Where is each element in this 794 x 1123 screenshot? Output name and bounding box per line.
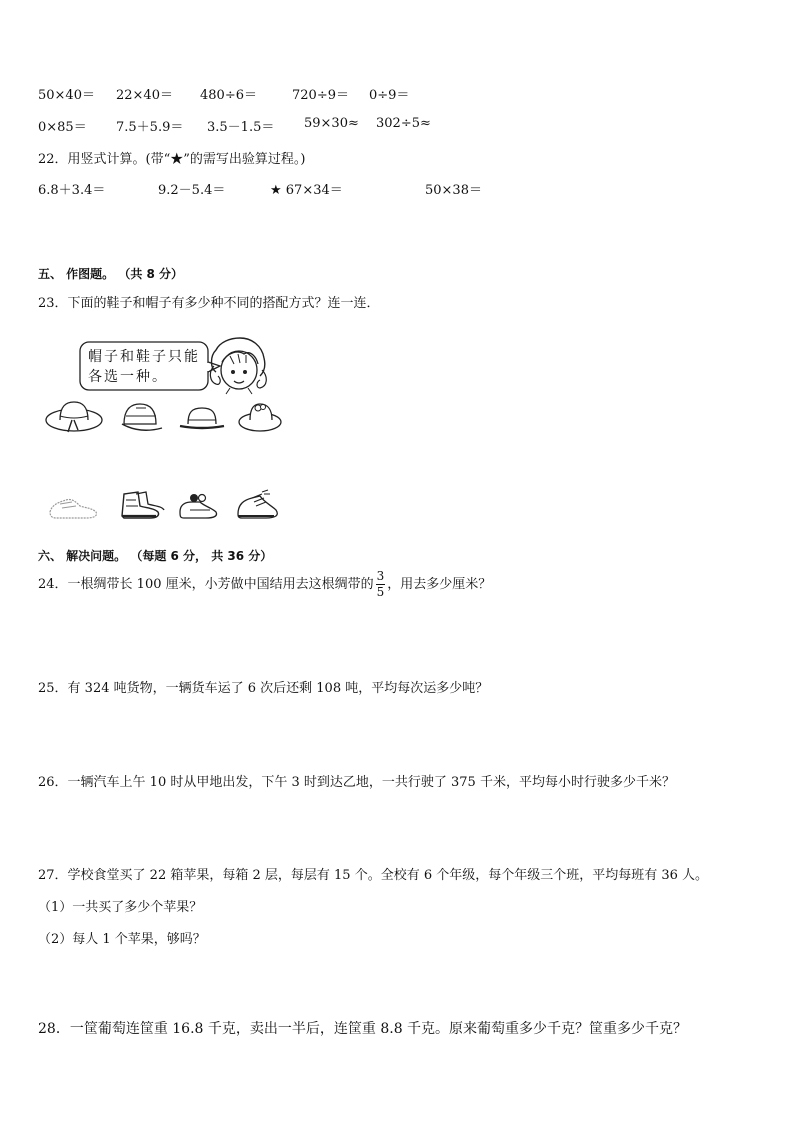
sneakers-icon: [46, 490, 104, 520]
q27-sub-2: （2）每人 1 个苹果，够吗？: [38, 932, 206, 947]
wide-brim-hat-icon: [44, 398, 106, 438]
q23-prompt: 23．下面的鞋子和帽子有多少种不同的搭配方式？连一连．: [38, 296, 380, 311]
fedora-hat-icon: [176, 402, 228, 434]
q26-prompt: 26．一辆汽车上午 10 时从甲地出发，下午 3 时到达乙地，一共行驶了 375 千米，平均每小时行驶多少千米？: [38, 775, 675, 790]
oral-calc-item: 480÷6＝: [200, 88, 257, 103]
boots-icon: [116, 486, 168, 522]
oral-calc-item: 59×30≈: [304, 116, 359, 131]
oral-calc-item: 3.5－1.5＝: [207, 120, 275, 135]
cap-icon: [116, 400, 166, 436]
section-6-title: 六、 解决问题。 （每题 6 分， 共 36 分）: [38, 549, 273, 563]
q22-prompt: 22．用竖式计算。(带“★”的需写出验算过程。): [38, 152, 306, 167]
oral-calc-item: 0×85＝: [38, 120, 87, 135]
q25-prompt: 25．有 324 吨货物，一辆货车运了 6 次后还剩 108 吨，平均每次运多少吨？: [38, 681, 489, 696]
oral-calc-item: 720÷9＝: [292, 88, 349, 103]
q24-prompt: [38, 567, 491, 603]
section-5-title: 五、 作图题。 （共 8 分）: [38, 267, 184, 281]
girl-icon: [208, 336, 270, 396]
bow-hat-icon: [236, 398, 286, 436]
oral-calc-item: 7.5＋5.9＝: [116, 120, 184, 135]
q27-sub-1: （1）一共买了多少个苹果？: [38, 900, 203, 915]
q24-prompt-before: 24．一根绸带长 100 厘米，小芳做中国结用去这根绸带的: [38, 577, 374, 592]
fraction-denominator: 5: [376, 585, 385, 599]
fraction: [376, 569, 386, 600]
q22-item: 50×38＝: [425, 183, 482, 198]
q22-item: 6.8＋3.4＝: [38, 183, 106, 198]
q27-prompt: 27．学校食堂买了 22 箱苹果，每箱 2 层，每层有 15 个。全校有 6 个年级，每个年级三个班，平均每班有 36 人。: [38, 868, 709, 883]
q24-prompt-after: ，用去多少厘米？: [387, 577, 492, 592]
oral-calc-item: 50×40＝: [38, 88, 95, 103]
oral-calc-item: 302÷5≈: [376, 116, 431, 131]
oral-calc-item: 22×40＝: [116, 88, 173, 103]
lace-up-shoes-icon: [234, 488, 284, 522]
shoes-with-bow-icon: [176, 490, 226, 520]
fraction-numerator: 3: [376, 569, 385, 583]
q22-item: ★ 67×34＝: [270, 183, 343, 198]
speech-line-1: 帽子和鞋子只能: [88, 349, 200, 365]
speech-line-2: 各选一种。: [88, 369, 168, 385]
oral-calc-item: 0÷9＝: [369, 88, 410, 103]
q28-prompt: 28．一筐葡萄连筐重 16.8 千克，卖出一半后，连筐重 8.8 千克。原来葡萄重多少千克？筐重多少千克？: [38, 1021, 688, 1037]
q22-item: 9.2－5.4＝: [158, 183, 226, 198]
